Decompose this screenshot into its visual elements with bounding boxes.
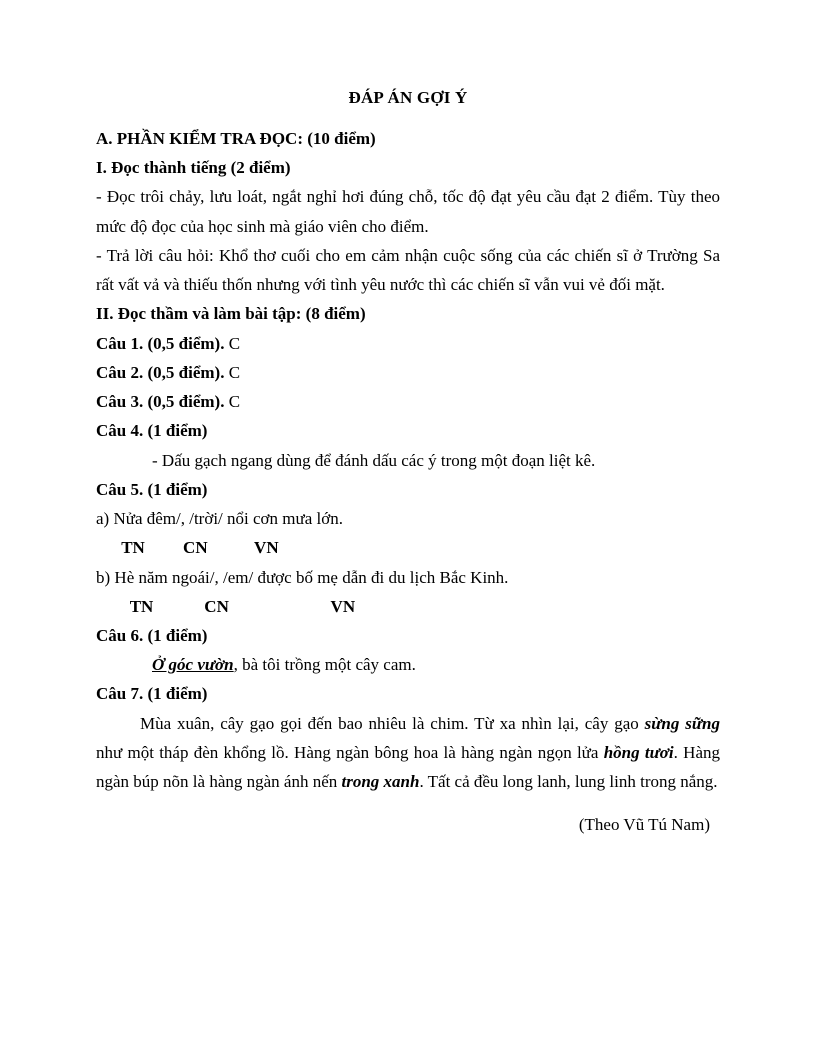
question-6-answer — [96, 650, 720, 679]
question-5b-sentence: b) Hè năm ngoái/, /em/ được bố mẹ dẫn đi du lịch Bắc Kinh. — [96, 567, 509, 587]
part-i-heading: I. Đọc thành tiếng (2 điểm) — [96, 158, 291, 178]
question-5b-labels: TN CN VN — [96, 596, 356, 616]
question-7-label: Câu 7. (1 điểm) — [96, 684, 208, 704]
passage-emphasis-2: hồng tươi — [603, 742, 674, 762]
question-4-label: Câu 4. (1 điểm) — [96, 421, 208, 441]
question-3 — [96, 387, 720, 416]
question-4-answer: - Dấu gạch ngang dùng để đánh dấu các ý trong một đoạn liệt kê. — [152, 450, 596, 470]
passage-text-2: như một tháp đèn khổng lồ. Hàng ngàn bông hoa là hàng ngàn ngọn lửa — [96, 742, 604, 762]
question-5-label: Câu 5. (1 điểm) — [96, 479, 208, 499]
part-ii-heading: II. Đọc thầm và làm bài tập: (8 điểm) — [96, 304, 366, 324]
question-2-label: Câu 2. (0,5 điểm). — [96, 362, 225, 382]
question-2-answer: C — [224, 362, 241, 382]
section-a-heading: A. PHẦN KIỂM TRA ĐỌC: (10 điểm) — [96, 129, 376, 148]
question-1-label: Câu 1. (0,5 điểm). — [96, 333, 225, 353]
passage-emphasis-3: trong xanh — [341, 772, 420, 792]
passage-emphasis-1: sừng sững — [644, 713, 720, 733]
question-3-answer: C — [224, 392, 241, 412]
question-1 — [96, 329, 720, 358]
part-i-paragraph-1: - Đọc trôi chảy, lưu loát, ngắt nghỉ hơi đúng chỗ, tốc độ đạt yêu cầu đạt 2 điểm. Tùy theo mức độ đọc của học sinh mà giáo viên cho điểm. — [96, 187, 720, 236]
passage-attribution: (Theo Vũ Tú Nam) — [578, 815, 710, 835]
question-7-passage — [96, 709, 720, 797]
question-6-label: Câu 6. (1 điểm) — [96, 625, 208, 645]
question-1-answer: C — [224, 333, 241, 353]
question-5a-labels: TN CN VN — [96, 538, 279, 558]
question-6-answer-rest: , bà tôi trồng một cây cam. — [233, 655, 416, 675]
question-3-label: Câu 3. (0,5 điểm). — [96, 392, 225, 412]
page-title: ĐÁP ÁN GỢI Ý — [348, 88, 468, 107]
question-5a-sentence: a) Nửa đêm/, /trời/ nổi cơn mưa lớn. — [96, 509, 343, 529]
passage-text-4: . Tất cả đều long lanh, lung linh trong nắng. — [419, 772, 718, 792]
question-6-answer-emphasis: Ở góc vườn — [152, 655, 234, 675]
part-i-paragraph-2: - Trả lời câu hỏi: Khổ thơ cuối cho em cảm nhận cuộc sống của các chiến sĩ ở Trường Sa rất vất vả và thiếu thốn nhưng với tình yêu nước thì các chiến sĩ vẫn vui vẻ đối mặt. — [96, 245, 720, 295]
passage-text-1: Mùa xuân, cây gạo gọi đến bao nhiêu là chim. Từ xa nhìn lại, cây gạo — [140, 713, 645, 733]
question-2 — [96, 358, 720, 387]
passage-text-3: . Hàng ngàn búp nõn là hàng ngàn ánh nến — [96, 742, 720, 792]
